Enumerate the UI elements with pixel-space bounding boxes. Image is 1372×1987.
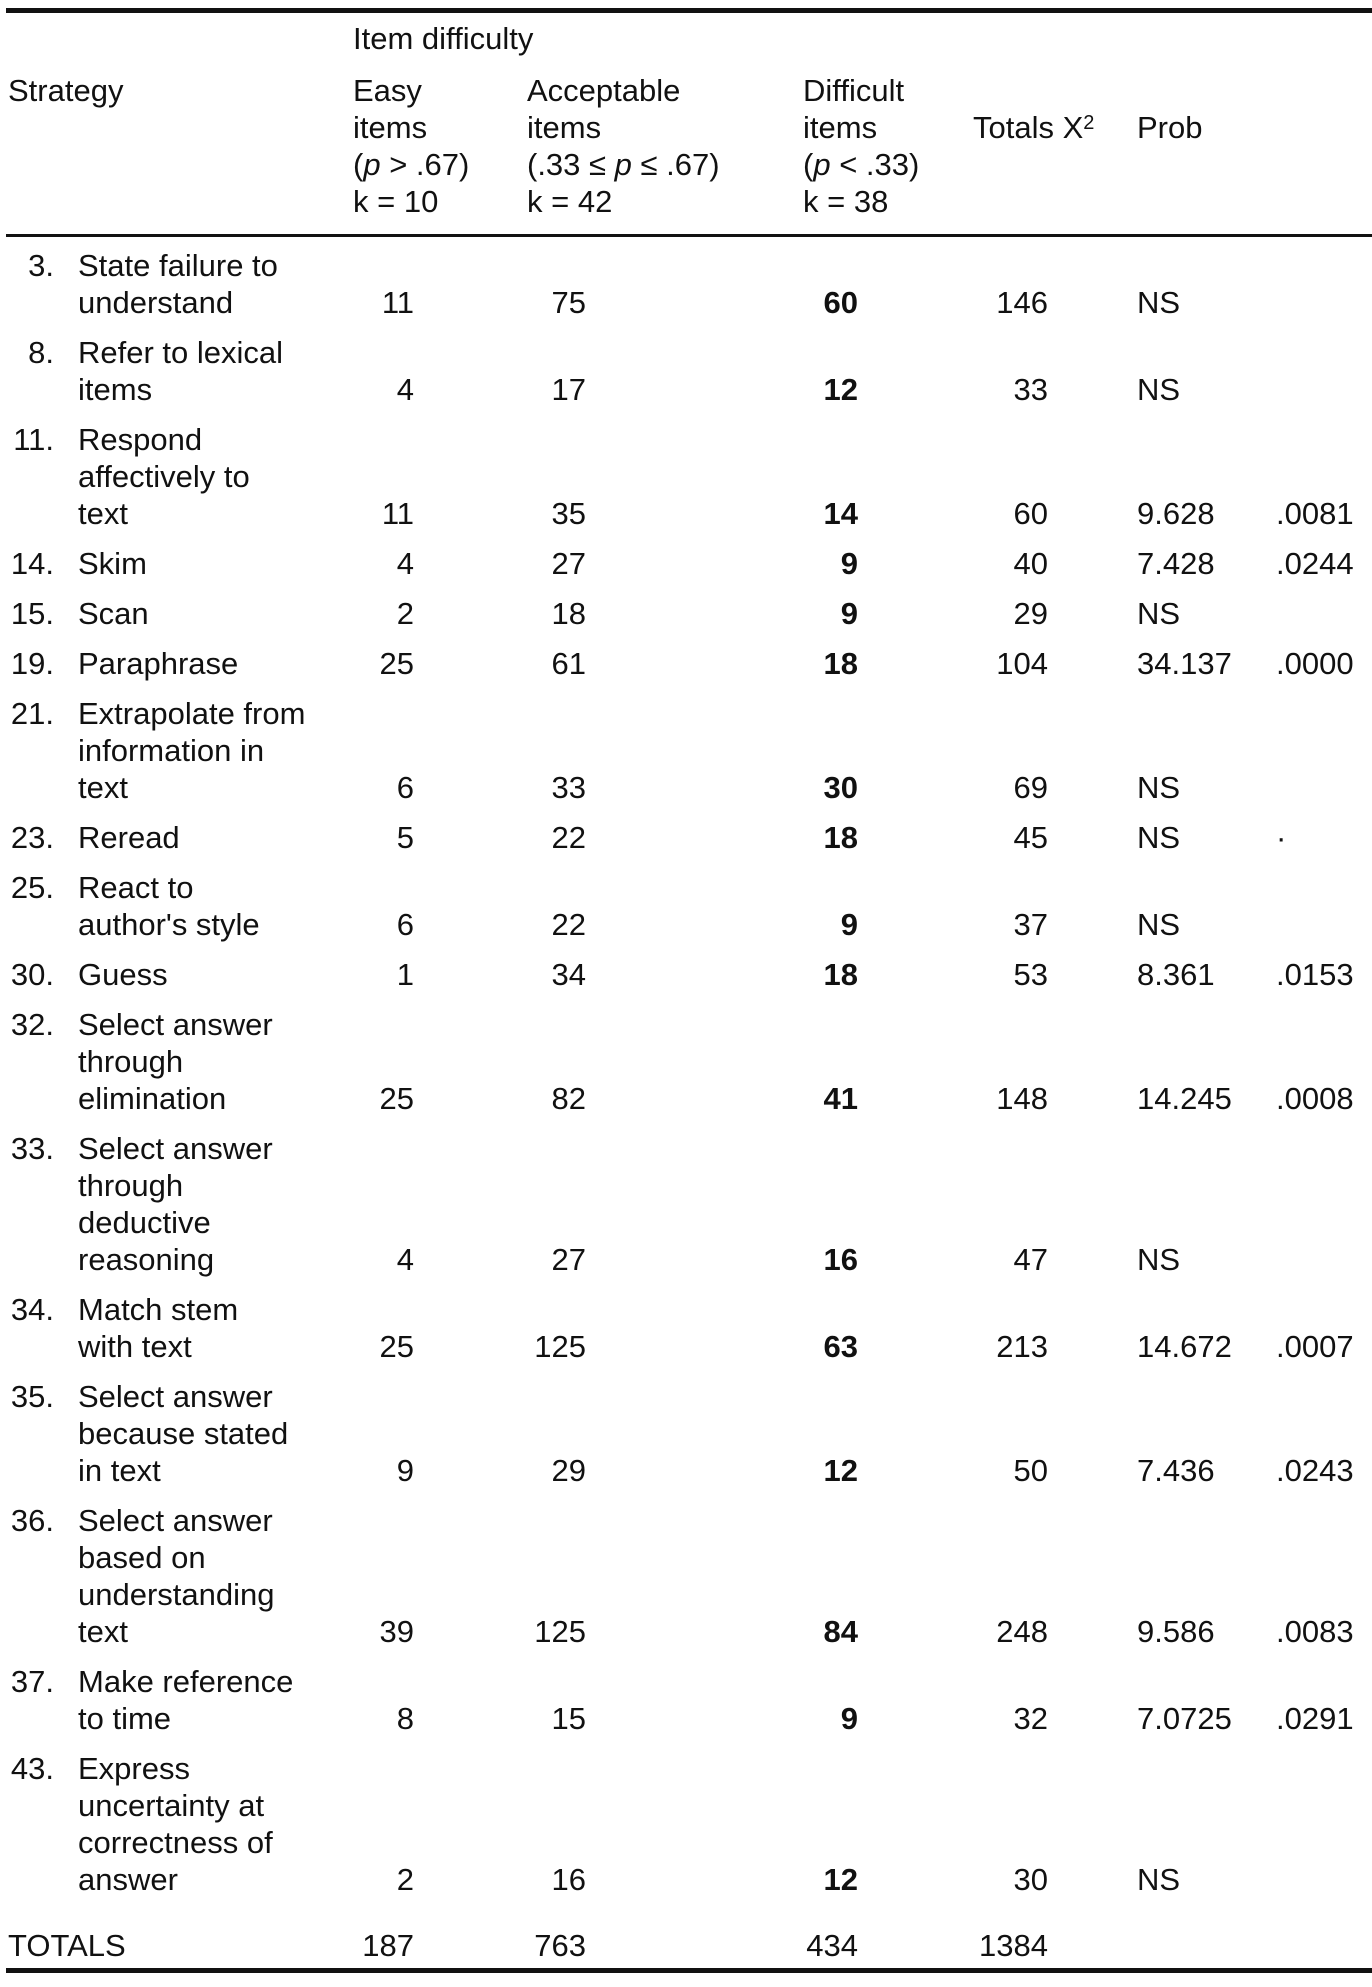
difficult-header-range	[803, 146, 919, 183]
cell-total: 32	[1013, 1701, 1048, 1736]
strategy-label-line: author's style	[78, 907, 260, 942]
easy-header-line1: Easy	[353, 73, 422, 108]
cell-total: 29	[1013, 596, 1048, 631]
strategy-label	[78, 956, 168, 993]
cell-easy: 11	[381, 285, 414, 320]
column-header-totals-chi	[973, 109, 1094, 146]
strategy-label	[78, 695, 305, 806]
cell-total: 248	[996, 1614, 1048, 1649]
cell-acceptable: 17	[551, 372, 586, 407]
strategy-label-line: affectively to	[78, 459, 250, 494]
cell-prob: .0083	[1276, 1614, 1354, 1649]
range-suffix: ≤ .67)	[631, 147, 720, 182]
cell-total: 50	[1013, 1453, 1048, 1488]
strategy-label	[78, 1291, 238, 1365]
strategy-label-line: through	[78, 1044, 184, 1079]
strategy-label-line: Select answer	[78, 1131, 273, 1166]
cell-difficult: 9	[840, 1701, 858, 1736]
cell-total: 148	[996, 1081, 1048, 1116]
cell-difficult: 12	[823, 1453, 858, 1488]
strategy-label-line: Match stem	[78, 1292, 239, 1327]
strategy-number: 25.	[10, 870, 54, 905]
strategy-label	[78, 869, 260, 943]
totals-difficult: 434	[806, 1928, 858, 1963]
strategy-label-line: reasoning	[78, 1242, 215, 1277]
strategy-number: 36.	[10, 1503, 54, 1538]
range-prefix: (.33 ≤	[527, 147, 615, 182]
strategy-label-line: items	[78, 372, 153, 407]
acceptable-header-line1: Acceptable	[527, 73, 681, 108]
strategy-label-line: Skim	[78, 546, 147, 581]
cell-prob: .0007	[1276, 1329, 1354, 1364]
strategy-label-line: Refer to lexical	[78, 335, 284, 370]
cell-total: 60	[1013, 496, 1048, 531]
cell-chi2: NS	[1137, 1862, 1181, 1897]
strategy-label-line: understand	[78, 285, 234, 320]
strategy-label-line: answer	[78, 1862, 178, 1897]
totals-total: 1384	[979, 1928, 1048, 1963]
cell-acceptable: 125	[534, 1329, 586, 1364]
cell-chi2: 14.672	[1137, 1329, 1232, 1364]
column-header-acceptable	[527, 72, 720, 220]
strategy-label-line: Select answer	[78, 1503, 273, 1538]
strategy-label-line: Extrapolate from	[78, 696, 306, 731]
cell-chi2: 7.0725	[1137, 1701, 1232, 1736]
cell-easy: 6	[396, 770, 414, 805]
strategy-number: 34.	[10, 1292, 54, 1327]
strategy-label-line: text	[78, 770, 128, 805]
strategy-label-line: deductive	[78, 1205, 211, 1240]
cell-total: 69	[1013, 770, 1048, 805]
strategy-label-line: in text	[78, 1453, 161, 1488]
cell-easy: 9	[396, 1453, 414, 1488]
strategy-label	[78, 645, 238, 682]
cell-prob: .0081	[1276, 496, 1354, 531]
range-p: p	[363, 147, 381, 182]
cell-easy: 4	[396, 1242, 414, 1277]
range-p: p	[614, 147, 632, 182]
strategy-number: 15.	[10, 596, 54, 631]
cell-prob: ·	[1276, 820, 1287, 855]
strategy-label	[78, 334, 283, 408]
strategy-number: 8.	[28, 335, 54, 370]
strategy-label	[78, 595, 149, 632]
range-suffix: < .33)	[830, 147, 920, 182]
cell-chi2: 14.245	[1137, 1081, 1232, 1116]
acceptable-header-range	[527, 146, 720, 183]
strategy-label-line: based on	[78, 1540, 206, 1575]
cell-chi2: 9.586	[1137, 1614, 1215, 1649]
strategy-label	[78, 819, 180, 856]
cell-acceptable: 15	[551, 1701, 586, 1736]
strategy-label-line: State failure to	[78, 248, 278, 283]
cell-acceptable: 29	[551, 1453, 586, 1488]
strategy-label-line: to time	[78, 1701, 172, 1736]
strategy-number: 3.	[28, 248, 54, 283]
cell-acceptable: 75	[551, 285, 586, 320]
cell-chi2: 8.361	[1137, 957, 1215, 992]
cell-difficult: 30	[823, 770, 858, 805]
strategy-label	[78, 247, 278, 321]
strategy-label-line: uncertainty at	[78, 1788, 265, 1823]
cell-acceptable: 22	[551, 907, 586, 942]
totals-acceptable: 763	[534, 1928, 586, 1963]
cell-total: 53	[1013, 957, 1048, 992]
cell-total: 45	[1013, 820, 1048, 855]
cell-easy: 5	[396, 820, 414, 855]
strategy-label-line: information in	[78, 733, 265, 768]
acceptable-header-k: k = 42	[527, 184, 613, 219]
strategy-label-line: elimination	[78, 1081, 227, 1116]
group-header-item-difficulty: Item difficulty	[353, 21, 534, 56]
table-bottom-rule	[6, 1968, 1372, 1973]
difficult-header-k: k = 38	[803, 184, 889, 219]
cell-total: 213	[996, 1329, 1048, 1364]
difficult-header-line1: Difficult	[803, 73, 905, 108]
cell-difficult: 84	[823, 1614, 858, 1649]
chi-header: X	[1062, 110, 1084, 145]
strategy-label-line: through	[78, 1168, 184, 1203]
cell-chi2: NS	[1137, 372, 1181, 407]
cell-prob: .0000	[1276, 646, 1354, 681]
cell-easy: 11	[381, 496, 414, 531]
cell-difficult: 16	[823, 1242, 858, 1277]
strategy-label-line: Reread	[78, 820, 180, 855]
cell-easy: 2	[396, 1862, 414, 1897]
strategy-label-line: with text	[78, 1329, 192, 1364]
column-header-prob: Prob	[1137, 110, 1203, 145]
cell-difficult: 14	[823, 496, 858, 531]
cell-easy: 4	[396, 546, 414, 581]
strategy-number: 14.	[10, 546, 54, 581]
cell-acceptable: 16	[551, 1862, 586, 1897]
cell-easy: 1	[396, 957, 414, 992]
strategy-label-line: React to	[78, 870, 194, 905]
range-p: p	[813, 147, 831, 182]
cell-total: 37	[1013, 907, 1048, 942]
cell-difficult: 12	[823, 372, 858, 407]
cell-chi2: 9.628	[1137, 496, 1215, 531]
strategy-number: 30.	[10, 957, 54, 992]
strategy-label	[78, 1130, 273, 1278]
cell-difficult: 18	[823, 820, 858, 855]
cell-difficult: 12	[823, 1862, 858, 1897]
cell-difficult: 9	[840, 546, 858, 581]
strategy-label-line: text	[78, 1614, 128, 1649]
strategy-label	[78, 545, 147, 582]
strategy-number: 21.	[10, 696, 54, 731]
cell-easy: 25	[379, 646, 414, 681]
cell-easy: 2	[396, 596, 414, 631]
cell-chi2: NS	[1137, 285, 1181, 320]
cell-total: 30	[1013, 1862, 1048, 1897]
strategy-label-line: correctness of	[78, 1825, 273, 1860]
cell-acceptable: 82	[551, 1081, 586, 1116]
cell-acceptable: 22	[551, 820, 586, 855]
cell-easy: 25	[379, 1081, 414, 1116]
column-header-strategy: Strategy	[8, 73, 124, 108]
cell-prob: .0291	[1276, 1701, 1354, 1736]
cell-total: 146	[996, 285, 1048, 320]
strategy-number: 43.	[10, 1751, 54, 1786]
easy-header-k: k = 10	[353, 184, 439, 219]
totals-easy: 187	[362, 1928, 414, 1963]
cell-prob: .0244	[1276, 546, 1354, 581]
cell-chi2: 7.436	[1137, 1453, 1215, 1488]
range-prefix: (	[353, 147, 364, 182]
cell-prob: .0008	[1276, 1081, 1354, 1116]
cell-acceptable: 125	[534, 1614, 586, 1649]
cell-difficult: 18	[823, 957, 858, 992]
column-header-easy	[353, 72, 469, 220]
cell-chi2: 7.428	[1137, 546, 1215, 581]
column-header-difficult	[803, 72, 919, 220]
strategy-label-line: text	[78, 496, 128, 531]
cell-difficult: 9	[840, 596, 858, 631]
cell-easy: 6	[396, 907, 414, 942]
strategy-number: 35.	[10, 1379, 54, 1414]
cell-acceptable: 27	[551, 1242, 586, 1277]
cell-total: 104	[996, 646, 1048, 681]
strategy-label	[78, 1006, 273, 1117]
strategy-label-line: Scan	[78, 596, 149, 631]
chi-superscript: 2	[1083, 112, 1095, 134]
strategy-label	[78, 421, 250, 532]
cell-acceptable: 61	[551, 646, 586, 681]
cell-acceptable: 33	[551, 770, 586, 805]
acceptable-header-line2: items	[527, 110, 602, 145]
totals-header: Totals	[973, 110, 1054, 145]
cell-easy: 4	[396, 372, 414, 407]
cell-acceptable: 27	[551, 546, 586, 581]
strategy-label	[78, 1502, 275, 1650]
cell-chi2: NS	[1137, 820, 1181, 855]
cell-easy: 25	[379, 1329, 414, 1364]
strategy-number: 33.	[10, 1131, 54, 1166]
strategy-label	[78, 1663, 293, 1737]
cell-acceptable: 18	[551, 596, 586, 631]
strategy-number: 32.	[10, 1007, 54, 1042]
cell-easy: 39	[379, 1614, 414, 1649]
strategy-label-line: Make reference	[78, 1664, 294, 1699]
table-top-rule	[6, 8, 1372, 13]
cell-total: 33	[1013, 372, 1048, 407]
strategy-label-line: Respond	[78, 422, 203, 457]
strategy-label-line: Select answer	[78, 1007, 273, 1042]
range-prefix: (	[803, 147, 814, 182]
cell-difficult: 60	[823, 285, 858, 320]
cell-difficult: 9	[840, 907, 858, 942]
strategy-label	[78, 1750, 273, 1898]
strategy-number: 11.	[13, 422, 54, 457]
header-rule	[6, 234, 1372, 237]
cell-chi2: 34.137	[1137, 646, 1232, 681]
easy-header-line2: items	[353, 110, 428, 145]
cell-prob: .0153	[1276, 957, 1354, 992]
cell-total: 47	[1013, 1242, 1048, 1277]
difficult-header-line2: items	[803, 110, 878, 145]
strategy-label-line: Express	[78, 1751, 190, 1786]
cell-acceptable: 34	[551, 957, 586, 992]
strategy-number: 23.	[10, 820, 54, 855]
strategy-label	[78, 1378, 288, 1489]
strategy-label-line: Paraphrase	[78, 646, 239, 681]
cell-total: 40	[1013, 546, 1048, 581]
cell-prob: .0243	[1276, 1453, 1354, 1488]
strategy-label-line: because stated	[78, 1416, 289, 1451]
strategy-number: 19.	[10, 646, 54, 681]
cell-difficult: 63	[823, 1329, 858, 1364]
strategy-label-line: understanding	[78, 1577, 275, 1612]
cell-chi2: NS	[1137, 770, 1181, 805]
cell-chi2: NS	[1137, 907, 1181, 942]
cell-acceptable: 35	[551, 496, 586, 531]
cell-chi2: NS	[1137, 596, 1181, 631]
cell-difficult: 41	[823, 1081, 858, 1116]
cell-chi2: NS	[1137, 1242, 1181, 1277]
strategy-label-line: Guess	[78, 957, 168, 992]
cell-difficult: 18	[823, 646, 858, 681]
totals-label: TOTALS	[8, 1928, 126, 1963]
strategy-number: 37.	[10, 1664, 54, 1699]
easy-header-range	[353, 146, 469, 183]
strategy-label-line: Select answer	[78, 1379, 273, 1414]
cell-easy: 8	[396, 1701, 414, 1736]
range-suffix: > .67)	[380, 147, 470, 182]
